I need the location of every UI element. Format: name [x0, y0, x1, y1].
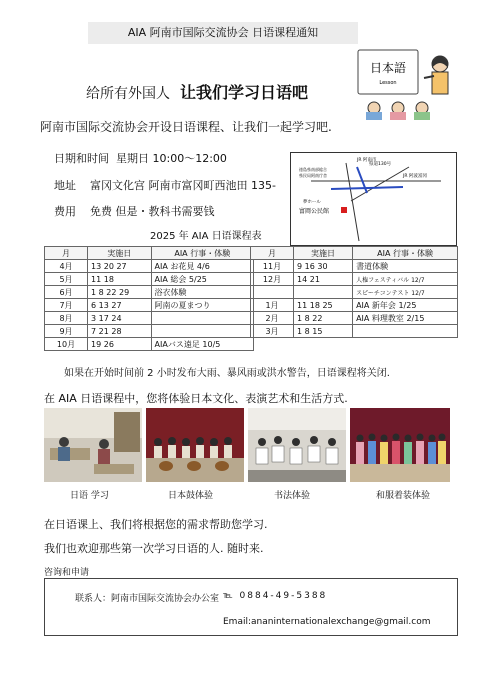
- table-row: 5月 11 18 AIA 総会 5/25: [45, 273, 254, 286]
- fee-value: 免费 但是・教科书需要钱: [90, 205, 215, 218]
- photo-taiko-drum: [146, 408, 244, 482]
- col-header-dates: 実施日: [88, 247, 152, 260]
- photo-calligraphy: [248, 408, 346, 482]
- experience-text: 在 AIA 日语课程中，您将体验日本文化、表演艺术和生活方式.: [44, 392, 348, 405]
- contact-person: 联系人：阿南市国际交流协会办公室: [75, 594, 220, 604]
- venue-marker: [341, 207, 347, 213]
- map-road: 県道130号: [369, 162, 392, 167]
- table-row: 2月 1 8 22 AIA 料理教室 2/15: [251, 312, 458, 325]
- help-text-2: 我们也欢迎那些第一次学习日语的人. 随时来.: [44, 542, 264, 555]
- caption-taiko: 日本鼓体验: [168, 491, 214, 501]
- table-row: 8月 3 17 24: [45, 312, 254, 325]
- photo-kimono: [350, 408, 450, 482]
- table-row: 6月 1 8 22 29 浴衣体験: [45, 286, 254, 299]
- slogan-text: 让我们学习日语吧: [180, 83, 309, 102]
- schedule-title: 2025 年 AIA 日语课程表: [150, 231, 262, 242]
- venue-map: [290, 152, 457, 246]
- address-label: 地址: [54, 179, 76, 192]
- datetime-label: 日期和时间: [54, 152, 109, 165]
- col-header-events: AIA 行事・体験: [353, 247, 458, 260]
- schedule-table-right: [250, 246, 458, 338]
- datetime-value: 星期日 10:00～12:00: [116, 152, 227, 165]
- help-text-1: 在日语课上、我们将根据您的需求帮助您学习.: [44, 518, 268, 531]
- datetime-row: [54, 150, 227, 166]
- table-row: 1月 11 18 25 AIA 新年会 1/25: [251, 299, 458, 312]
- map-hall: 夢ホール: [303, 200, 321, 205]
- map-jr-anan: JR 阿南市: [357, 158, 377, 163]
- col-header-month: 月: [45, 247, 88, 260]
- fee-label: 费用: [54, 205, 76, 218]
- address-value: 富冈文化宫 阿南市富冈町西池田 135-: [90, 179, 276, 192]
- contact-phone: ℡ 0884-49-5388: [223, 591, 328, 601]
- map-landmark-2: 県民局阿南庁舎: [299, 173, 327, 178]
- weather-notice: 如果在开始时间前 2 小时发布大雨、暴风雨或洪水警告，日语课程将关闭.: [64, 368, 390, 379]
- map-venue: 富岡公民館: [299, 208, 330, 215]
- table-row: 4月 13 20 27 AIA お花見 4/6: [45, 260, 254, 273]
- table-row: 10月 19 26 AIAバス遠足 10/5: [45, 338, 254, 351]
- caption-kimono: 和服着装体验: [376, 491, 431, 501]
- col-header-month: 月: [251, 247, 294, 260]
- table-row: スピーチコンテスト 12/7: [251, 286, 458, 299]
- table-row: 9月 7 21 28: [45, 325, 254, 338]
- intro-text: 阿南市国际交流协会开设日语课程、让我们一起学习吧.: [40, 120, 332, 134]
- col-header-dates: 実施日: [294, 247, 353, 260]
- photo-japanese-study: [44, 408, 142, 482]
- address-row: [54, 177, 276, 193]
- notice-banner: AIA 阿南市国际交流协会 日语课程通知: [88, 22, 358, 44]
- table-row: 7月 6 13 27 阿南の夏まつり: [45, 299, 254, 312]
- table-row: 3月 1 8 15: [251, 325, 458, 338]
- table-row: 12月 14 21 人権フェスティバル 12/7: [251, 273, 458, 286]
- teacher-illustration: [356, 48, 466, 120]
- table-row: 11月 9 16 30 書道体験: [251, 260, 458, 273]
- contact-email: Email:ananinternationalexchange@gmail.com: [223, 617, 431, 627]
- headline: [86, 80, 308, 103]
- greeting-text: 给所有外国人: [86, 86, 170, 102]
- schedule-table-left: [44, 246, 254, 351]
- map-jr-tomioka: JR 阿波富冈: [403, 174, 427, 179]
- fee-row: [54, 203, 215, 219]
- col-header-events: AIA 行事・体験: [151, 247, 253, 260]
- map-landmark-1: 徳島県南部総合: [299, 167, 327, 172]
- board-subtext: Lesson: [379, 80, 397, 86]
- contact-box: [44, 578, 458, 636]
- caption-calligraphy: 书法体验: [274, 491, 311, 501]
- caption-japanese-study: 日语 学习: [70, 491, 109, 501]
- contact-heading: 咨询和申请: [44, 568, 90, 578]
- board-text: 日本語: [369, 61, 407, 75]
